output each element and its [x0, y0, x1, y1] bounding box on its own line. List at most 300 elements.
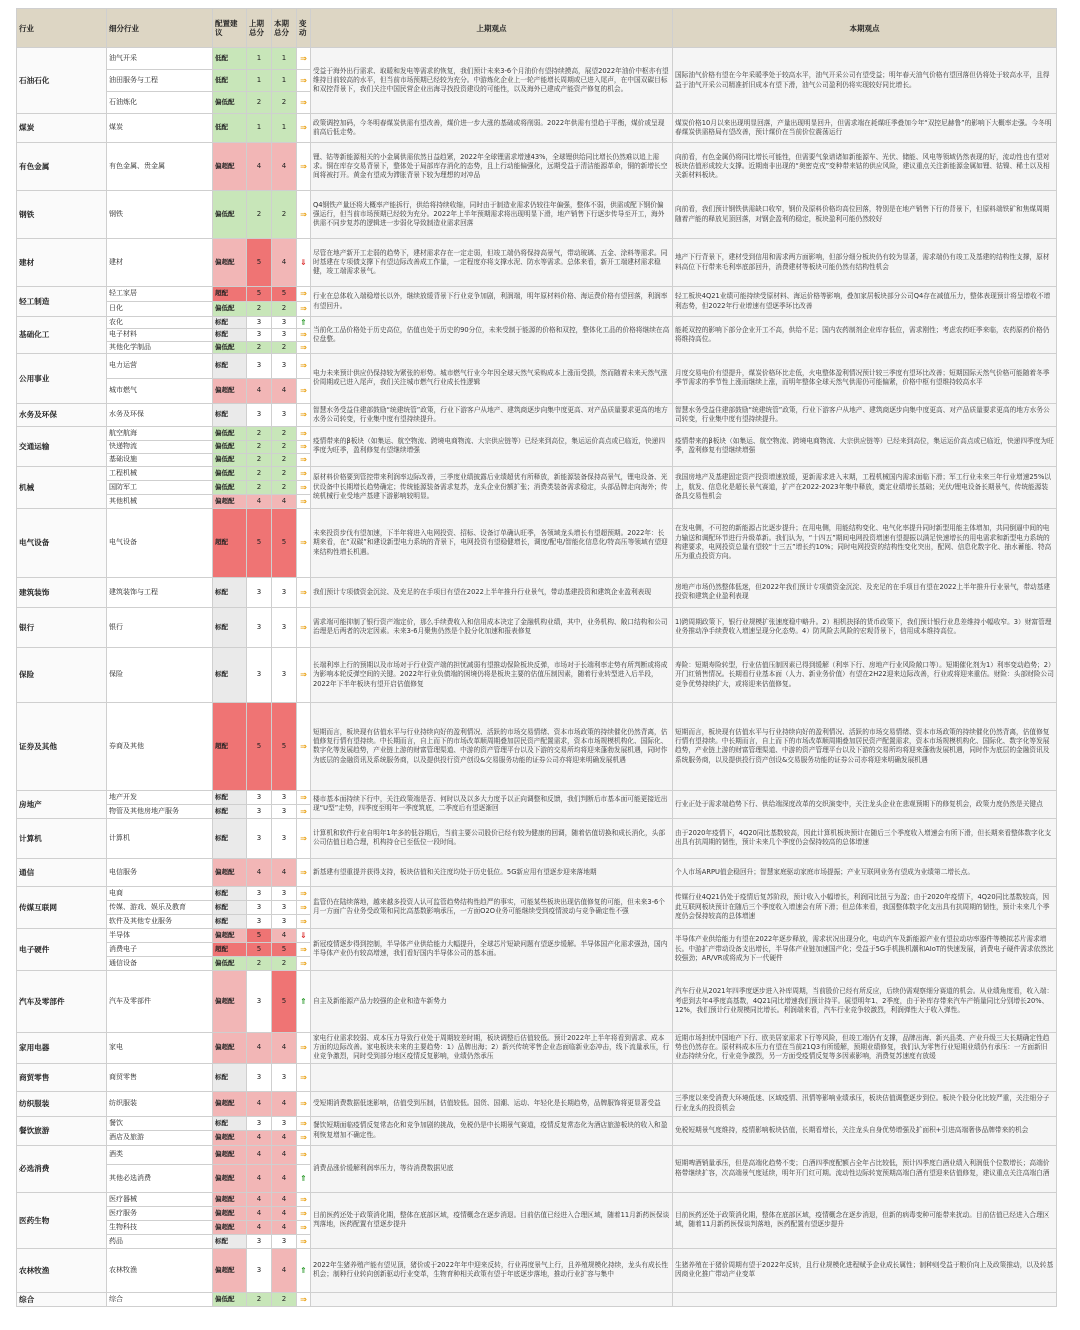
change-arrow-icon: ⇓	[297, 239, 311, 287]
sub-industry-name: 消费电子	[107, 942, 213, 956]
sub-industry-name: 基础设施	[107, 453, 213, 466]
sub-industry-name: 建材	[107, 239, 213, 287]
prev-score: 2	[247, 191, 272, 239]
curr-score: 3	[272, 900, 297, 914]
curr-view-text: 短期啤酒销量承压，但是高端化趋势不变；白酒四季度配额占全年占比较低，预计四季度白酒业绩入利润低个位数增长；高端价格带继续扩容，次高端景气度延续，明年开门红可期。流动性边际转宽预期高端白酒有望迎来估值修复，建议重点关注高端白酒	[673, 1145, 1057, 1192]
curr-score: 2	[272, 426, 297, 440]
change-arrow-icon: ⇒	[297, 114, 311, 143]
config-suggestion: 偏超配	[213, 1220, 247, 1234]
prev-view-text: 未来投资步伐有望加速，下半年将进入电网投资、招标、设备订单确认旺季，各领域龙头增长有望超预期。2022年：长期来看，在“双碳”和建设新型电力系统的背景下，电网投资有望稳健增长，调度/配电/智能化信息化/特高压等领域有望迎来结构性增长机遇。	[311, 508, 673, 577]
header-prev-view: 上期观点	[311, 9, 673, 48]
change-arrow-icon: ⇒	[297, 900, 311, 914]
config-suggestion: 标配	[213, 818, 247, 858]
industry-allocation-table-container	[16, 8, 1056, 1307]
prev-score: 3	[247, 647, 272, 702]
header-sub-industry: 细分行业	[107, 9, 213, 48]
prev-view-text: 新基建有望重提并获得支持，板块估值和关注度均处于历史低位。5G新应用有望逐步迎来落地期	[311, 858, 673, 886]
prev-score: 3	[247, 1234, 272, 1248]
config-suggestion: 偏低配	[213, 341, 247, 353]
config-suggestion: 偏低配	[213, 466, 247, 480]
sub-industry-name: 国防军工	[107, 480, 213, 494]
curr-score: 2	[272, 440, 297, 453]
config-suggestion: 标配	[213, 900, 247, 914]
prev-view-text: 疫情带来的β板块（如集运、航空物流、跨境电商物流、大宗供应链等）已经来到高位，集运运价高点或已临近，快递四季度为旺季，盈利修复有望继续增强	[311, 426, 673, 466]
table-row	[17, 1145, 1057, 1164]
curr-score: 1	[272, 114, 297, 143]
curr-score: 4	[272, 143, 297, 191]
change-arrow-icon: ⇒	[297, 1145, 311, 1164]
prev-score: 1	[247, 114, 272, 143]
prev-view-text: 2022年生猪养殖产能有望见顶，猪价或于2022年年中迎来反转，行业再度景气上行，且养殖规模化持续，龙头有成长性机会；制种行业转向创新驱动行业变革，生物育种相关政策有望于年底逐步落地，推动行业扩容与集中	[311, 1248, 673, 1292]
change-arrow-icon: ⇒	[297, 508, 311, 577]
table-row	[17, 508, 1057, 577]
prev-score: 5	[247, 239, 272, 287]
change-arrow-icon: ⇒	[297, 480, 311, 494]
config-suggestion: 标配	[213, 1063, 247, 1091]
prev-view-text: 原材料价格要到管控带来利润率边际改善，三季度业绩披露后业绩超优有所释放，新能源装备保持高景气，锂电设备、光伏设备中长期增长趋势确定；传统能源装备需求复苏，龙头企业份额扩张；消费类装备需求稳定，头部品牌走向海外；传统机械行业受地产基建下游影响较明显。	[311, 466, 673, 508]
change-arrow-icon: ⇒	[297, 858, 311, 886]
config-suggestion: 标配	[213, 353, 247, 378]
config-suggestion: 偏超配	[213, 970, 247, 1032]
curr-score: 2	[272, 466, 297, 480]
curr-score: 1	[272, 48, 297, 70]
change-arrow-icon: ⇒	[297, 92, 311, 114]
prev-score: 3	[247, 1063, 272, 1091]
sub-industry-name: 纺织服装	[107, 1091, 213, 1116]
curr-score: 3	[272, 607, 297, 647]
table-row	[17, 426, 1057, 440]
industry-name: 房地产	[17, 790, 107, 818]
table-row	[17, 1063, 1057, 1091]
curr-view-text: 个人市场ARPU值企稳回升；智慧家庭驱动家庭市场提振；产业互联网业务有望成为业绩第二增长点。	[673, 858, 1057, 886]
sub-industry-name: 保险	[107, 647, 213, 702]
industry-name: 证券及其他	[17, 702, 107, 790]
prev-score: 3	[247, 804, 272, 818]
table-row	[17, 702, 1057, 790]
curr-view-text	[673, 1063, 1057, 1091]
change-arrow-icon: ⇒	[297, 341, 311, 353]
config-suggestion: 标配	[213, 607, 247, 647]
change-arrow-icon: ⇒	[297, 1292, 311, 1306]
table-row	[17, 858, 1057, 886]
sub-industry-name: 电信服务	[107, 858, 213, 886]
sub-industry-name: 地产开发	[107, 790, 213, 804]
table-row	[17, 1192, 1057, 1206]
sub-industry-name: 酒店及旅游	[107, 1130, 213, 1145]
curr-score: 3	[272, 1234, 297, 1248]
prev-score: 2	[247, 92, 272, 114]
sub-industry-name: 药品	[107, 1234, 213, 1248]
curr-view-text: 轻工板块4Q21业绩可能持续受原材料、海运价格等影响，叠加家居板块部分公司Q4存在减值压力，整体表现预计将呈增收不增利态势，但2022年行业增速有望逐季环比改善	[673, 287, 1057, 317]
sub-industry-name: 医疗服务	[107, 1206, 213, 1220]
change-arrow-icon: ⇒	[297, 607, 311, 647]
change-arrow-icon: ⇒	[297, 453, 311, 466]
curr-score: 4	[272, 1220, 297, 1234]
config-suggestion: 超配	[213, 508, 247, 577]
curr-score: 4	[272, 1248, 297, 1292]
config-suggestion: 超配	[213, 287, 247, 302]
sub-industry-name: 其他化学制品	[107, 341, 213, 353]
prev-view-text: 短期而言，板块现有估值水平与行业持续向好的盈利情况、活跃的市场交易情绪、资本市场政策的持续催化仍然背离，估值修复行情有望持续。中长期而言，自上而下的市场改革顺周期叠加居民资产配置需求，资本市场规模机构化、国际化、数字化等发展趋势，产业链上游的财富管理渠道、中游的资产管理平台以及下游的交易所均将迎来蓬勃发展机遇，同时作为底层的金融资讯及系统服务商，以及提供投行资产创设&交易服务功能的证券公司亦将迎来明确发展机遇	[311, 702, 673, 790]
curr-score: 4	[272, 1091, 297, 1116]
prev-score: 3	[247, 900, 272, 914]
industry-name: 餐饮旅游	[17, 1116, 107, 1145]
industry-name: 水务及环保	[17, 403, 107, 426]
curr-score: 5	[272, 970, 297, 1032]
curr-score: 3	[272, 577, 297, 607]
config-suggestion: 标配	[213, 1116, 247, 1130]
config-suggestion: 标配	[213, 577, 247, 607]
config-suggestion: 偏超配	[213, 143, 247, 191]
change-arrow-icon: ⇒	[297, 329, 311, 341]
prev-score: 2	[247, 426, 272, 440]
industry-name: 家用电器	[17, 1032, 107, 1063]
curr-score: 3	[272, 353, 297, 378]
change-arrow-icon: ⇒	[297, 1206, 311, 1220]
curr-view-text: 疫情带来的β板块（如集运、航空物流、跨境电商物流、大宗供应链等）已经来到高位，集运运价高点或已临近，快递四季度为旺季，盈利修复有望继续增强	[673, 426, 1057, 466]
prev-score: 3	[247, 403, 272, 426]
sub-industry-name: 水务及环保	[107, 403, 213, 426]
config-suggestion: 低配	[213, 70, 247, 92]
curr-score: 5	[272, 287, 297, 302]
curr-view-text	[673, 1292, 1057, 1306]
prev-view-text: 行业在总体收入端稳增长以外，继续放缓背景下行业竞争加剧，利润端，明年原材料价格、海运费价格有望回落，利润率有望回升。	[311, 287, 673, 317]
table-row	[17, 970, 1057, 1032]
config-suggestion: 偏低配	[213, 453, 247, 466]
curr-score: 2	[272, 480, 297, 494]
prev-view-text: 锂、钴等新能源相关的小金属供需依然日益趋紧，2022年全球锂需求增速43%，全球锂供给同比增长仍然难以追上需求。铜在库存交易背景下，整体处于局部库存消化的态势，且上行动能偏强化，远期受益于清洁能源革命，铜的新增长空间将被打开。黄金有望成为滞胀背景下较为理想的对冲品	[311, 143, 673, 191]
sub-industry-name: 工程机械	[107, 466, 213, 480]
curr-score: 4	[272, 928, 297, 942]
config-suggestion: 偏超配	[213, 1192, 247, 1206]
curr-view-text: 智慧水务受益住建部鼓励“统建统管”政策，行业下游客户从地产、建筑商逐步向集中度更高、对产品质量要求更高的地方水务公司转变，行业集中度有望持续提升。	[673, 403, 1057, 426]
curr-score: 4	[272, 1032, 297, 1063]
header-curr-view: 本期观点	[673, 9, 1057, 48]
curr-score: 3	[272, 914, 297, 928]
change-arrow-icon: ⇒	[297, 1130, 311, 1145]
config-suggestion: 偏超配	[213, 1130, 247, 1145]
curr-score: 2	[272, 1292, 297, 1306]
table-row	[17, 886, 1057, 900]
change-arrow-icon: ⇑	[297, 1248, 311, 1292]
curr-view-text: 行业正处于需求端趋势下行、供给端深度改革的交织演变中，关注龙头企业在悲观预期下的修复机会，政策力度仍然是关键点	[673, 790, 1057, 818]
prev-view-text: 我们预计专项债资金沉淀、及充足的在手项目有望在2022上半年推升行业景气，带动基建投资和建筑企业盈利表现	[311, 577, 673, 607]
sub-industry-name: 电商	[107, 886, 213, 900]
config-suggestion: 偏低配	[213, 956, 247, 970]
change-arrow-icon: ⇒	[297, 70, 311, 92]
table-row	[17, 114, 1057, 143]
config-suggestion: 偏超配	[213, 1206, 247, 1220]
curr-score: 2	[272, 341, 297, 353]
table-row	[17, 287, 1057, 302]
curr-view-text: 汽车行业从2021年四季度逐步进入补库周期，当前股价已经有所反应，后续仍需观察细分赛道的机会。从业绩角度看，收入端：考虑到去年4季度高基数，4Q21同比增速我们预计持平。展望明年1、2季度，由于补库存带来汽车产销量同比分别增长20%、12%，我们预计行业规模同比增长。利润端来看，汽车行业竞争较激烈，利润弹性大于收入弹性。	[673, 970, 1057, 1032]
industry-name: 必选消费	[17, 1145, 107, 1192]
sub-industry-name: 油气开采	[107, 48, 213, 70]
curr-score: 4	[272, 1145, 297, 1164]
table-row	[17, 239, 1057, 287]
prev-score: 2	[247, 440, 272, 453]
curr-view-text: 在发电侧，不可控的新能源占比逐步提升；在用电侧，用能结构变化、电气化率提升同时新型用能主体增加，共同倒逼中间的电力输送和调配环节进行升级革新。我们认为，“十四五”期间电网投资增速有望提振以满足快速增长的用电需求和新型电力系统的构建要求，电网投资总量有望较“十三五”增长约10%；同时电网投资的结构性变化突出，配网、信息化数字化、抽水蓄能、特高压为重点投资方向。	[673, 508, 1057, 577]
config-suggestion: 低配	[213, 48, 247, 70]
curr-view-text: 目前医药还处于政策消化期，整体在底部区域，疫情概念在逐步消退，但新的病毒变种可能带来扰动。目前估值已经进入合理区域，随着11月新药医保谈判落地，医药配置有望逐步提升	[673, 1192, 1057, 1248]
table-row	[17, 647, 1057, 702]
config-suggestion: 偏超配	[213, 378, 247, 403]
table-row	[17, 143, 1057, 191]
config-suggestion: 偏低配	[213, 440, 247, 453]
change-arrow-icon: ⇒	[297, 287, 311, 302]
prev-score: 3	[247, 329, 272, 341]
prev-score: 2	[247, 302, 272, 317]
sub-industry-name: 城市燃气	[107, 378, 213, 403]
config-suggestion: 偏超配	[213, 1145, 247, 1164]
change-arrow-icon: ⇒	[297, 378, 311, 403]
prev-view-text: 当前化工品价格处于历史高位，估值也处于历史的90分位，未来受制于能源的价格和双控，整体化工品的价格将继续在高位盘整。	[311, 317, 673, 354]
curr-score: 4	[272, 1164, 297, 1192]
change-arrow-icon: ⇑	[297, 317, 311, 329]
change-arrow-icon: ⇒	[297, 1032, 311, 1063]
config-suggestion: 偏超配	[213, 494, 247, 508]
industry-name: 基础化工	[17, 317, 107, 354]
sub-industry-name: 钢铁	[107, 191, 213, 239]
prev-view-text: 楼市基本面持续下行中，关注政策端是否、何时以及以多大力度予以正向调整和反馈，我们判断后市基本面可能更接近出现“U型”走势，四季度至明年一季度筑底，二季度后有望逐渐回	[311, 790, 673, 818]
prev-view-text: 需求端可能抑制了银行资产端定价，那么手续费收入和信用成本决定了金融机构业绩，其中，业务机构、敞口结构和公司治理是后两者的决定因素。未来3-6月聚焦仍然是个股分化加速和报表修复	[311, 607, 673, 647]
sub-industry-name: 商贸零售	[107, 1063, 213, 1091]
prev-view-text: 计算机和软件行业自明年1年多的低谷期后，当前主要公司股价已经有较为健康的回调，随着估值切换和成长消化，头部公司估值日趋合理，机构持仓已至低位一段时间。	[311, 818, 673, 858]
industry-name: 轻工制造	[17, 287, 107, 317]
sub-industry-name: 家电	[107, 1032, 213, 1063]
config-suggestion: 标配	[213, 886, 247, 900]
industry-name: 钢铁	[17, 191, 107, 239]
sub-industry-name: 其他必选消费	[107, 1164, 213, 1192]
curr-view-text: 房地产市场仍然整体低迷，但2022年我们预计专项债资金沉淀、及充足的在手项目有望在2022上半年推升行业景气，带动基建投资和建筑企业盈利表现	[673, 577, 1057, 607]
change-arrow-icon: ⇒	[297, 942, 311, 956]
config-suggestion: 标配	[213, 647, 247, 702]
industry-allocation-table	[16, 8, 1057, 1307]
prev-score: 4	[247, 1164, 272, 1192]
curr-score: 4	[272, 239, 297, 287]
change-arrow-icon: ⇓	[297, 928, 311, 942]
industry-name: 综合	[17, 1292, 107, 1306]
curr-score: 5	[272, 702, 297, 790]
curr-score: 5	[272, 942, 297, 956]
config-suggestion: 偏超配	[213, 1032, 247, 1063]
prev-score: 2	[247, 956, 272, 970]
change-arrow-icon: ⇒	[297, 143, 311, 191]
prev-score: 3	[247, 970, 272, 1032]
curr-score: 3	[272, 403, 297, 426]
industry-name: 传媒互联网	[17, 886, 107, 928]
sub-industry-name: 物管及其他房地产服务	[107, 804, 213, 818]
config-suggestion: 偏低配	[213, 1292, 247, 1306]
change-arrow-icon: ⇒	[297, 914, 311, 928]
curr-score: 3	[272, 317, 297, 329]
prev-view-text: 消费品涨价缓解利润率压力，等待消费数据见底	[311, 1145, 673, 1192]
curr-view-text: 地产下行背景下，建材受到信用和需求两方面影响，但部分细分板块仍有较为显著，需求端仍有竣工及基建的结构性支撑，原材料高位下行带来毛利率底部回升，消费建材等板块可能仍然有结构性机会	[673, 239, 1057, 287]
curr-score: 3	[272, 1116, 297, 1130]
config-suggestion: 偏超配	[213, 1164, 247, 1192]
curr-score: 4	[272, 1130, 297, 1145]
table-row	[17, 790, 1057, 804]
curr-view-text: 1)跨周期政策下，银行业规模扩张速度稳中略升。2）相机抉择的货币政策下，我们预计银行业息差维持小幅收窄。3）财富管理业务推动净手续费收入增速呈现分化态势。4）防风险去风险的宏观背景下，信用成本维持高位。	[673, 607, 1057, 647]
change-arrow-icon: ⇒	[297, 426, 311, 440]
sub-industry-name: 医疗器械	[107, 1192, 213, 1206]
curr-view-text: 寿险：短期寿险转型，行业估值压制因素已得到缓解（利率下行、房地产行业风险敞口等）。短期催化剂为1）利率变动趋势；2）开门红销售情况。长期看行业基本面（人力、新业务价值）有望在2H22迎来边际改善，行业或将迎来重估。财险：头部财险公司竞争优势持续扩大，或将迎来估值修复。	[673, 647, 1057, 702]
sub-industry-name: 电子材料	[107, 329, 213, 341]
industry-name: 公用事业	[17, 353, 107, 403]
curr-score: 4	[272, 494, 297, 508]
prev-score: 5	[247, 508, 272, 577]
prev-view-text: 家电行业需求较弱、成本压力导致行业处于周期较差时期，板块调整后估值较低。预计2022年上半年将看到需求、成本方面的边际改善。家电板块未来的主要趋势：1）品牌出海；2）新兴传统零售企业态面临新业态冲击，线下流量承压，行业竞争激烈，同时受到部分地区疫情反复影响，业绩仍然承压	[311, 1032, 673, 1063]
prev-view-text: 目前医药还处于政策消化期，整体在底部区域，疫情概念在逐步消退。目前估值已经进入合理区域，随着11月新药医保谈判落地，医药配置有望逐步提升	[311, 1192, 673, 1248]
change-arrow-icon: ⇒	[297, 353, 311, 378]
curr-score: 3	[272, 804, 297, 818]
config-suggestion: 偏低配	[213, 426, 247, 440]
prev-score: 3	[247, 914, 272, 928]
curr-score: 1	[272, 70, 297, 92]
prev-score: 3	[247, 818, 272, 858]
sub-industry-name: 其他机械	[107, 494, 213, 508]
curr-score: 3	[272, 790, 297, 804]
prev-score: 4	[247, 1206, 272, 1220]
prev-view-text: 长端利率上行的预期以及市场对于行业资产端的担忧减弱有望推动保险板块反弹，市场对于长端利率走势有所判断或将成为影响本轮反弹空间的关键。2022年行业负债端的困境仍将是板块主要的估值压制因素，随着行业转型进入后半段，2022年下半年板块有望开启估值修复	[311, 647, 673, 702]
curr-view-text: 生猪养殖在于猪价周期有望于2022年反转，且行业规模化进程赋予企业成长属性；制种则受益于粮价向上及政策推动，以及转基因商业化推广带动产业变革	[673, 1248, 1057, 1292]
table-row	[17, 353, 1057, 378]
prev-score: 4	[247, 1091, 272, 1116]
prev-view-text: Q4钢铁产量还将大概率产能拆行，供给将持续收缩，同时由于制造业需求仍较往年偏强，整体不弱，供需或配下钢价偏强运行，但当前市场预期已经较为充分。2022年上半年预期需求将出现明显下滑，地产销售下行逐步传导至开工，海外供需不同步复苏的逻辑进一步弱化导致制造业需求回落	[311, 191, 673, 239]
industry-name: 煤炭	[17, 114, 107, 143]
config-suggestion: 标配	[213, 1234, 247, 1248]
prev-view-text: 智慧水务受益住建部鼓励“统建统管”政策，行业下游客户从地产、建筑商逐步向集中度更高、对产品质量要求更高的地方水务公司转变，行业集中度有望持续提升。	[311, 403, 673, 426]
curr-view-text: 向前看，我们预计钢铁供需缺口收窄，钢价及原料价格均高位回落，特别是在地产销售下行的背景下，但原料端铁矿和焦煤周期随着产能的释放见顶回落，对钢企盈利的稳定，板块盈利可能仍然较好	[673, 191, 1057, 239]
sub-industry-name: 航空航海	[107, 426, 213, 440]
config-suggestion: 偏超配	[213, 1091, 247, 1116]
config-suggestion: 偏低配	[213, 92, 247, 114]
industry-name: 机械	[17, 466, 107, 508]
change-arrow-icon: ⇒	[297, 702, 311, 790]
industry-name: 农林牧渔	[17, 1248, 107, 1292]
sub-industry-name: 农化	[107, 317, 213, 329]
prev-score: 3	[247, 577, 272, 607]
change-arrow-icon: ⇒	[297, 886, 311, 900]
prev-score: 4	[247, 1130, 272, 1145]
industry-name: 通信	[17, 858, 107, 886]
prev-score: 4	[247, 1192, 272, 1206]
curr-score: 4	[272, 858, 297, 886]
curr-score: 3	[272, 818, 297, 858]
change-arrow-icon: ⇒	[297, 466, 311, 480]
prev-view-text: 尽管在地产新开工走弱的趋势下，建材需求存在一定走弱，但竣工端仍将保持高景气，带动玻璃、五金、涂料等需求。同时基建在专项债支撑下有望边际改善成工作量，一定程度亦将支撑水泥、防水等需求。总体来看，新开工端建材需求稳健，竣工端需求景气。	[311, 239, 673, 287]
sub-industry-name: 软件及其他专业服务	[107, 914, 213, 928]
change-arrow-icon: ⇒	[297, 1091, 311, 1116]
table-row	[17, 1116, 1057, 1130]
table-row	[17, 48, 1057, 70]
sub-industry-name: 轻工家居	[107, 287, 213, 302]
industry-name: 商贸零售	[17, 1063, 107, 1091]
curr-view-text: 三季度以来受消费大环境低迷、区域疫情、汛情等影响业绩承压，板块估值调整逐步到位。板块个股分化比较严重，关注细分子行业龙头的投资机会	[673, 1091, 1057, 1116]
sub-industry-name: 农林牧渔	[107, 1248, 213, 1292]
curr-view-text: 由于2020年疫情下，4Q20同比基数较高，因此计算机板块预计在随后三个季度收入增速会有所下滑，但长期来看整体数字化支出具有抗周期的韧性，预计未来几个季度仍会保持较高的总体增速	[673, 818, 1057, 858]
industry-name: 建材	[17, 239, 107, 287]
prev-score: 3	[247, 790, 272, 804]
curr-score: 3	[272, 886, 297, 900]
curr-score: 3	[272, 647, 297, 702]
change-arrow-icon: ⇑	[297, 1164, 311, 1192]
change-arrow-icon: ⇒	[297, 48, 311, 70]
header-row	[17, 9, 1057, 48]
industry-name: 保险	[17, 647, 107, 702]
change-arrow-icon: ⇒	[297, 818, 311, 858]
sub-industry-name: 电气设备	[107, 508, 213, 577]
prev-view-text: 受益于海外出行需求、取暖和发电等需求的恢复，我们预计未来3-6个月油价有望持续摸高，展望2022年油价中枢亦有望维持目前较高的水平，但当前市场预期已经较为充分。中游炼化企业上一轮产能增长周期或已进入尾声，在中国双碳目标和双控背景下，我们关注中国民营企业出海寻找投资建设的可能性，以及海外已建成产能资产修复的机会。	[311, 48, 673, 114]
table-row	[17, 1248, 1057, 1292]
config-suggestion: 偏超配	[213, 928, 247, 942]
prev-score: 2	[247, 453, 272, 466]
prev-view-text: 新冠疫情逐步得到控制，半导体产业供给能力大幅提升，全球芯片短缺问题有望逐步缓解。半导体国产化需求强劲，国内半导体产业仍有较高增速，我们看好国内半导体公司的基本面。	[311, 928, 673, 970]
prev-score: 4	[247, 143, 272, 191]
prev-score: 1	[247, 48, 272, 70]
table-row	[17, 403, 1057, 426]
change-arrow-icon: ⇒	[297, 804, 311, 818]
table-row	[17, 577, 1057, 607]
industry-name: 银行	[17, 607, 107, 647]
change-arrow-icon: ⇒	[297, 577, 311, 607]
prev-score: 3	[247, 317, 272, 329]
change-arrow-icon: ⇒	[297, 647, 311, 702]
curr-view-text: 半导体产业供给能力有望在2022年逐步释放，需求状况出现分化，电动汽车及新能源产业有望拉动功率器件等模拟芯片需求增长。中游扩产带动设备支出增长，半导体产业链加速国产化；受益于5G手机换机潮和AIoT的快速发展，消费电子硬件需求依然比较强劲；AR/VR或将成为下一代硬件	[673, 928, 1057, 970]
sub-industry-name: 通信设备	[107, 956, 213, 970]
config-suggestion: 偏低配	[213, 191, 247, 239]
config-suggestion: 超配	[213, 702, 247, 790]
table-row	[17, 1292, 1057, 1306]
curr-view-text: 免税短期景气度维持，疫情影响板块估值，长期看增长，关注龙头自身优势增强及扩面积+引进高端奢侈品牌带来的机会	[673, 1116, 1057, 1145]
industry-name: 有色金属	[17, 143, 107, 191]
header-industry: 行业	[17, 9, 107, 48]
prev-score: 5	[247, 928, 272, 942]
config-suggestion: 标配	[213, 914, 247, 928]
industry-name: 纺织服装	[17, 1091, 107, 1116]
header-curr-score: 本期总分	[272, 9, 297, 48]
prev-score: 2	[247, 341, 272, 353]
curr-score: 5	[272, 508, 297, 577]
prev-view-text: 自主及新能源产品力较强的企业和造车新势力	[311, 970, 673, 1032]
config-suggestion: 标配	[213, 329, 247, 341]
sub-industry-name: 有色金属、贵金属	[107, 143, 213, 191]
prev-score: 3	[247, 1116, 272, 1130]
curr-view-text: 我国房地产及基建固定资产投资增速放缓，更新需求进入末期，工程机械国内需求面临下滑；军工行业未来三年行业增速25%以上，航发、信息化是超长景气赛道，扩产在2022-2023年集中释放，奠定业绩增长基础；光伏/锂电设备长期景气，传统能源装备具交易性机会	[673, 466, 1057, 508]
prev-score: 4	[247, 1145, 272, 1164]
table-row	[17, 317, 1057, 329]
industry-name: 医药生物	[17, 1192, 107, 1248]
prev-score: 4	[247, 1032, 272, 1063]
prev-view-text: 受短期消费数据低迷影响，估值受到压制，估值较低。国货、国潮、运动、年轻化是长期趋势，品牌服饰将更显著受益	[311, 1091, 673, 1116]
sub-industry-name: 酒类	[107, 1145, 213, 1164]
table-row	[17, 1091, 1057, 1116]
curr-view-text: 月度交易电价有望提升，煤炭价格环比走低，火电整体盈利情况预计较三季度有望环比改善；短期国际天然气价格可能随着冬季季节需求的季节性上涨而继续上涨，而明年整体全球天然气供需仍可能偏紧，价格中枢有望维持较高水平	[673, 353, 1057, 403]
prev-score: 2	[247, 466, 272, 480]
sub-industry-name: 银行	[107, 607, 213, 647]
config-suggestion: 偏超配	[213, 239, 247, 287]
config-suggestion: 低配	[213, 114, 247, 143]
prev-score: 3	[247, 607, 272, 647]
change-arrow-icon: ⇒	[297, 1063, 311, 1091]
industry-name: 计算机	[17, 818, 107, 858]
config-suggestion: 偏低配	[213, 302, 247, 317]
config-suggestion: 标配	[213, 317, 247, 329]
prev-view-text: 监管仍在陆续落地，越来越多投资人认可监管趋势结构性趋严的事实，可能某些板块出现估值修复的可能，但未来3-6个月一方面广告业务受政策和同比高基数影响承压，一方面O2O业务可能继续受到疫情波动与竞争确定性不强	[311, 886, 673, 928]
prev-view-text: 政策调控加码，今冬明春煤炭供需有望改善，煤价进一步大涨的基础或将削弱。2022年供需有望趋于平衡，煤价或呈现前高后低走势。	[311, 114, 673, 143]
change-arrow-icon: ⇒	[297, 790, 311, 804]
industry-name: 石油石化	[17, 48, 107, 114]
